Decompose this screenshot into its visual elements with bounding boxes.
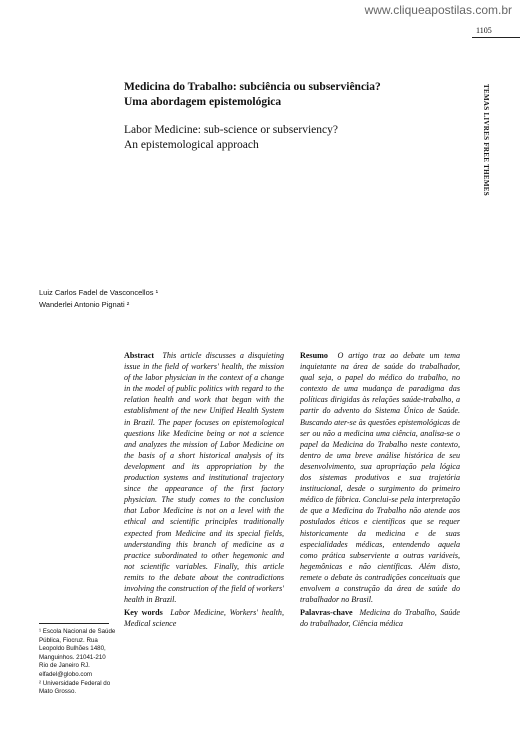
watermark: www.cliqueapostilas.com.br bbox=[364, 3, 512, 17]
title-en-line: Labor Medicine: sub-science or subserviency? bbox=[124, 124, 338, 136]
palavras-chave-text: Medicina do Trabalho, Saúde do trabalhador, Ciência médica bbox=[300, 608, 460, 629]
title-block bbox=[124, 80, 454, 153]
footnote-line: Leopoldo Bulhões 1480, bbox=[39, 645, 106, 653]
footnote-line: Rio de Janeiro RJ. bbox=[39, 662, 90, 670]
footnote-rule bbox=[39, 623, 109, 624]
footnote-line: Manguinhos. 21041-210 bbox=[39, 653, 106, 661]
title-english bbox=[124, 123, 454, 153]
section-label bbox=[460, 84, 512, 224]
palavras-chave-label: Palavras-chave bbox=[300, 608, 353, 618]
title-pt-line: Medicina do Trabalho: subciência ou subserviência? bbox=[124, 81, 381, 93]
footnote-line: ¹ Escola Nacional de Saúde bbox=[39, 628, 116, 635]
title-en-line: An epistemological approach bbox=[124, 139, 259, 151]
abstract-english bbox=[124, 350, 284, 629]
resumo-text: O artigo traz ao debate um tema inquietante na área de saúde do trabalhador, qual seja, o papel do médico do trabalho, no contexto de uma mudança de paradigma das políticas dirigidas às relações saúde-trabalho, a partir do advento do Sistema Único de Saúde. Buscando ater-se às questões epistemológicas de ser ou não a medicina uma ciência, analisa-se o papel da Medicina do Trabalho neste contexto, dentro de uma breve análise histórica de seu desenvolvimento, sua apropriação pela lógica dos sistemas produtivos e sua trajetória institucional, desde o surgimento do primeiro médico de fábrica. Conclui-se pela interpretação de que a Medicina do Trabalho não atende aos postulados éticos e científicos que se requer historicamente da medicina e de suas especialidades médicas, entendendo aquela como prática subserviente a outras variáveis, hegemônicas e não científicas. Além disto, remete o debate às contradições conceituais que envolvem a construção da área de saúde do trabalhador no Brasil. bbox=[300, 351, 461, 605]
title-pt-line: Uma abordagem epistemológica bbox=[124, 96, 282, 108]
resumo-label: Resumo bbox=[300, 351, 328, 360]
abstract-text: This article discusses a disquieting issue in the field of workers' health, the mission of the labor physician in the context of a change in the model of public politics with regard to the relation health and work that began with the establishment of the new Unified Health System in Brazil. The paper focuses on epistemological questions like Medicine being or not a science and analyzes the mission of Labor Medicine on the basis of a short historical analysis of its development and its appropriation by the production systems and institutional trajectory since the appearance of the first factory physician. The study comes to the conclusion that Labor Medicine is not on a level with the ethical and scientific principles traditionally expected from Medicine and its special fields, understanding this branch of medicine as a practice subordinated to other hegemonic and not scientific variables. Finally, this article remits to the debate about the contradictions involving the construction of the field of workers' health in Brazil. bbox=[124, 351, 284, 605]
abstract-portuguese bbox=[300, 350, 460, 629]
footnotes bbox=[39, 628, 115, 697]
footnote-line: Pública, Fiocruz. Rua bbox=[39, 636, 98, 644]
section-label-text: TEMAS LIVRES FREE THEMES bbox=[482, 84, 490, 196]
authors bbox=[39, 287, 158, 311]
header-rule bbox=[472, 37, 520, 38]
footnote-line: ² Universidade Federal do bbox=[39, 679, 111, 687]
page-number: 1105 bbox=[476, 26, 492, 35]
abstract-label: Abstract bbox=[124, 351, 155, 360]
footnote-line: Mato Grosso. bbox=[39, 688, 77, 696]
title-portuguese bbox=[124, 80, 454, 110]
keywords-label: Key words bbox=[124, 608, 163, 618]
footnote-email: elfadel@globo.com bbox=[39, 670, 93, 678]
keywords-text: Labor Medicine, Workers' health, Medical science bbox=[124, 608, 285, 629]
author-name: Luiz Carlos Fadel de Vasconcellos ¹ bbox=[39, 288, 159, 297]
author-name: Wanderlei Antonio Pignati ² bbox=[39, 300, 130, 309]
